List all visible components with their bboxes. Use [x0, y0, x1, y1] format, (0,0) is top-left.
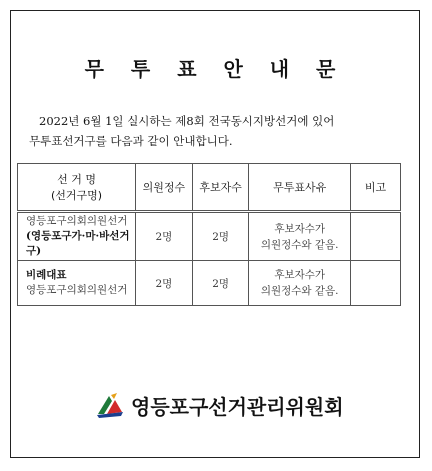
remarks-cell [350, 261, 400, 306]
seats-cell: 2명 [136, 261, 193, 306]
organization-name: 영등포구선거관리위원회 [131, 394, 344, 419]
candidates-cell: 2명 [192, 212, 249, 261]
district-name-cell: 비례대표 영등포구의회의원선거 [18, 261, 136, 306]
table-header-row [18, 164, 401, 212]
header-reason: 무투표사유 [249, 164, 350, 212]
reason-cell: 후보자수가 의원정수와 같음. [249, 261, 350, 306]
footer-logo [95, 390, 344, 420]
header-candidates: 후보자수 [192, 164, 249, 212]
intro-line-1: 2022년 6월 1일 실시하는 제8회 전국동시지방선거에 있어 [39, 114, 335, 128]
election-commission-emblem-icon [95, 390, 125, 420]
reason-cell: 후보자수가 의원정수와 같음. [249, 212, 350, 261]
intro-line-2: 무투표선거구를 다음과 같이 안내합니다. [29, 134, 233, 148]
intro-paragraph [29, 111, 403, 151]
seats-cell: 2명 [136, 212, 193, 261]
remarks-cell [350, 212, 400, 261]
table-row [18, 261, 401, 306]
notice-title: 무 투 표 안 내 문 [84, 57, 346, 81]
header-district: 선 거 명 (선거구명) [18, 164, 136, 212]
header-remarks: 비고 [350, 164, 400, 212]
district-name-cell: 영등포구의회의원선거 (영등포구가·마·바선거구) [18, 212, 136, 261]
candidates-cell: 2명 [192, 261, 249, 306]
table-row [18, 212, 401, 261]
uncontested-table [17, 163, 401, 306]
header-seats: 의원정수 [136, 164, 193, 212]
